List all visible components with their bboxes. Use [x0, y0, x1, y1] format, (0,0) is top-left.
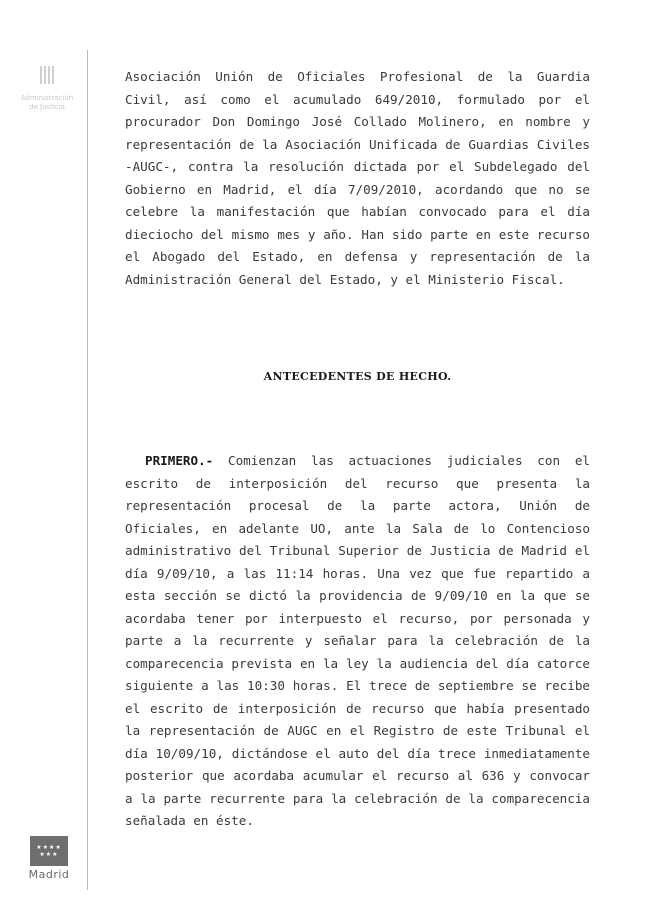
madrid-logo [27, 836, 71, 881]
madrid-label: Madrid [28, 868, 70, 881]
logo-caption-line1: Administración [20, 94, 74, 102]
section-heading: ANTECEDENTES DE HECHO. [263, 370, 452, 383]
justice-administration-logo [18, 62, 76, 122]
paragraph-lead: PRIMERO.- [145, 453, 214, 468]
logo-caption-line2: de Justicia [29, 103, 65, 111]
paragraph-intro: Asociación Unión de Oficiales Profesional de la Guardia Civil, así como el acumulado 649/2010, formulado por el procurador Don Domingo José Collado Molinero, en nombre y representación de la Asociación Unificada de Guardias Civiles -AUGC-, contra la resolución dictada por el Subdelegado del Gobierno en Madrid, el día 7/09/2010, acordando que no se celebre la manifestación que habían convocado para el día dieciocho del mismo mes y año. Han sido parte en este recurso el Abogado del Estado, en defensa y representación de la Administración General del Estado, y el Ministerio Fiscal. [125, 69, 590, 287]
margin-rule [87, 50, 88, 890]
stars-row-bottom: ★★★ [39, 851, 59, 858]
paragraph-body: Comienzan las actuaciones judiciales con el escrito de interposición del recurso que presenta la representación procesal de la parte actora, Unión de Oficiales, en adelante UO, ante la Sala de lo Contencioso administrativo del Tribunal Superior de Justicia de Madrid el día 9/09/10, a las 11:14 horas. Una vez que fue repartido a esta sección se dictó la providencia de 9/09/10 en la que se acordaba tener por interpuesto el recurso, por personada y parte a la recurrente y señalar para la celebración de la comparecencia prevista en la ley la audiencia del día catorce siguiente a las 10:30 horas. El trece de septiembre se recibe el escrito de interposición de recurso que había presentado la representación de AUGC en el Registro de este Tribunal el día 10/09/10, dictándose el auto del día trece inmediatamente posterior que acordaba acumular el recurso al 636 y convocar a la parte recurrente para la celebración de la comparecencia señalada en éste. [125, 453, 590, 828]
paragraph-primero [125, 450, 590, 833]
madrid-flag-icon [30, 836, 68, 866]
stars-row-top: ★★★★ [36, 844, 62, 851]
justice-emblem-icon [32, 62, 62, 88]
